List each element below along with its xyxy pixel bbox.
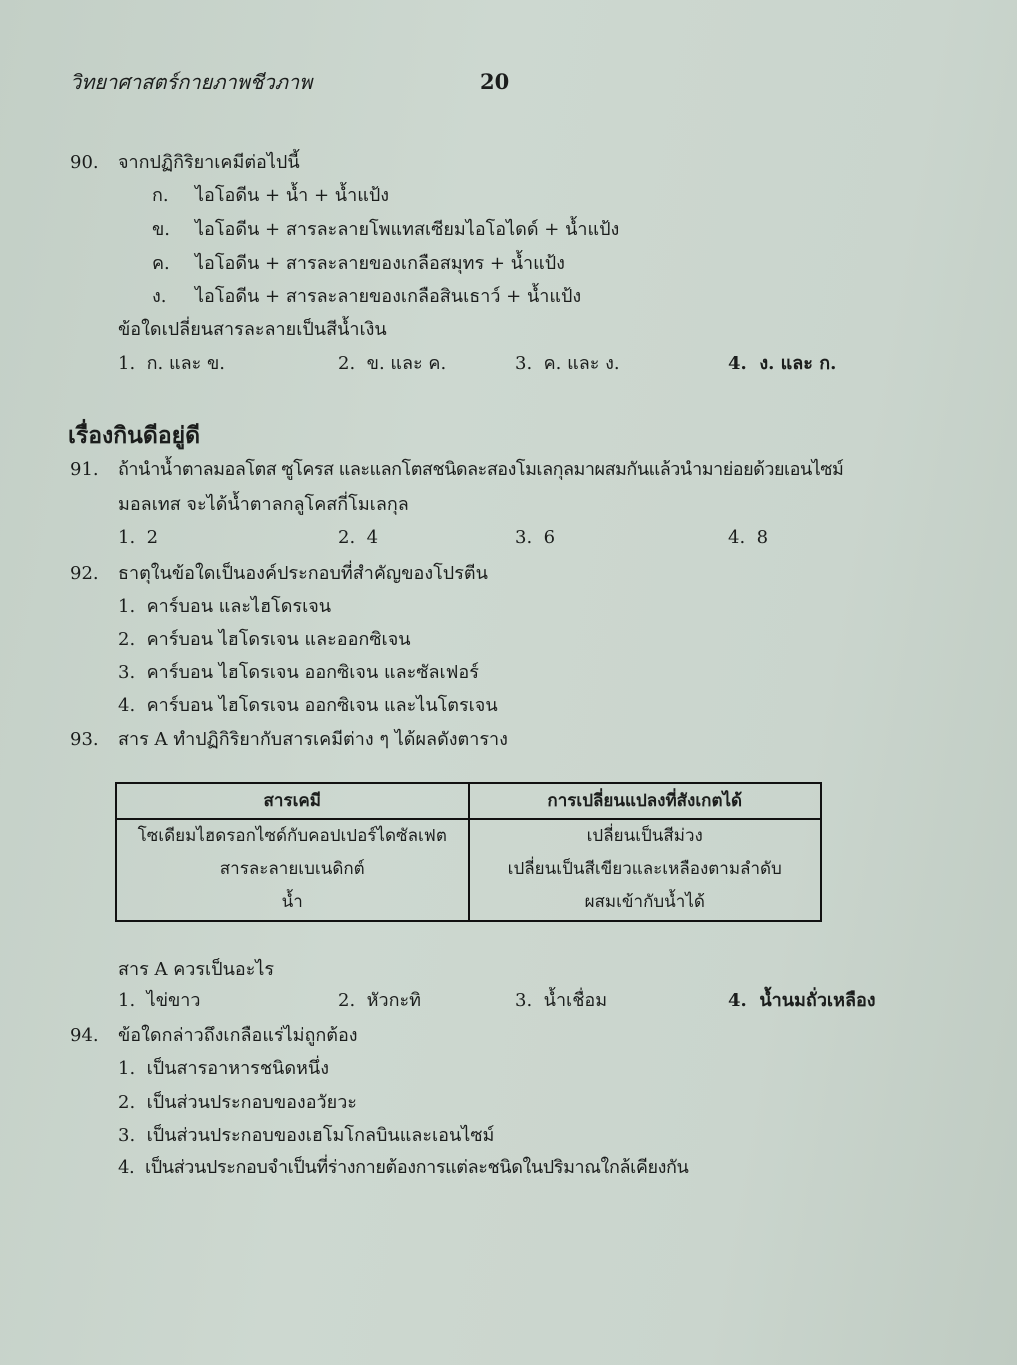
choice-number: 1. bbox=[118, 990, 136, 1011]
choice-text: คาร์บอน และไฮโดรเจน bbox=[146, 596, 332, 617]
choice-number: 3. bbox=[515, 990, 533, 1011]
item-label: ข. bbox=[152, 219, 171, 240]
table-cell: ผสมเข้ากับน้ำได้ bbox=[584, 892, 705, 912]
choice-text: 6 bbox=[543, 527, 556, 548]
choice-4 bbox=[118, 694, 498, 718]
question-number: 92. bbox=[70, 563, 99, 584]
choice-number: 1. bbox=[118, 353, 136, 374]
item-text: ไอโอดีน + น้ำ + น้ำแป้ง bbox=[195, 185, 390, 206]
choice-4 bbox=[728, 989, 876, 1013]
question-number: 90. bbox=[70, 152, 99, 173]
item-text: ไอโอดีน + สารละลายของเกลือสินเธาว์ + น้ำแป้ง bbox=[195, 286, 582, 307]
choice-number: 4. bbox=[118, 1157, 135, 1178]
choice-text: เป็นส่วนประกอบของเฮโมโกลบินและเอนไซม์ bbox=[146, 1125, 495, 1146]
column-header: สารเคมี bbox=[116, 783, 469, 819]
choice-number: 3. bbox=[515, 353, 533, 374]
choice-2 bbox=[338, 526, 378, 550]
table-cell: โซเดียมไฮดรอกไซด์กับคอปเปอร์ไดซัลเฟต bbox=[137, 826, 447, 846]
choice-text: คาร์บอน ไฮโดรเจน ออกซิเจน และซัลเฟอร์ bbox=[146, 662, 479, 683]
choice-number: 3. bbox=[118, 662, 136, 683]
choice-number: 4. bbox=[118, 695, 136, 716]
choice-3 bbox=[515, 526, 555, 550]
choice-number: 1. bbox=[118, 596, 136, 617]
table-cell: น้ำ bbox=[281, 892, 303, 912]
choice-text: ค. และ ง. bbox=[543, 353, 620, 374]
choice-text: น้ำเชื่อม bbox=[543, 990, 608, 1011]
chemical-cell bbox=[116, 819, 469, 921]
choice-text: ข. และ ค. bbox=[366, 353, 447, 374]
choice-number: 4. bbox=[728, 527, 746, 548]
choice-number: 2. bbox=[118, 1092, 136, 1113]
choice-number: 1. bbox=[118, 527, 136, 548]
choice-text: คาร์บอน ไฮโดรเจน และออกซิเจน bbox=[146, 629, 411, 650]
results-table bbox=[115, 782, 822, 922]
choice-4 bbox=[728, 352, 836, 376]
question-number: 91. bbox=[70, 459, 99, 480]
table-cell: สารละลายเบเนดิกต์ bbox=[219, 859, 365, 879]
choice-1 bbox=[118, 526, 158, 550]
question-text: ธาตุในข้อใดเป็นองค์ประกอบที่สำคัญของโปรตีน bbox=[118, 563, 488, 584]
choice-number: 4. bbox=[728, 990, 747, 1011]
question-prompt: สาร A ควรเป็นอะไร bbox=[118, 959, 275, 980]
choice-text: เป็นส่วนประกอบของอวัยวะ bbox=[146, 1092, 357, 1113]
column-header: การเปลี่ยนแปลงที่สังเกตได้ bbox=[469, 783, 822, 819]
choice-text: น้ำนมถั่วเหลือง bbox=[759, 990, 876, 1011]
choice-number: 2. bbox=[338, 527, 356, 548]
choice-2 bbox=[338, 352, 446, 376]
running-header-title: วิทยาศาสตร์กายภาพชีวภาพ bbox=[70, 70, 313, 94]
choice-text: เป็นสารอาหารชนิดหนึ่ง bbox=[146, 1058, 330, 1079]
item-label: ก. bbox=[152, 185, 169, 206]
choice-number: 3. bbox=[118, 1125, 136, 1146]
choice-text: 2 bbox=[146, 527, 159, 548]
choice-2 bbox=[338, 989, 421, 1013]
question-text: สาร A ทำปฏิกิริยากับสารเคมีต่าง ๆ ได้ผลดังตาราง bbox=[118, 729, 508, 750]
choice-1 bbox=[118, 989, 201, 1013]
choice-text: หัวกะทิ bbox=[366, 990, 422, 1011]
choice-number: 1. bbox=[118, 1058, 136, 1079]
choice-text: 4 bbox=[366, 527, 379, 548]
choice-1 bbox=[118, 352, 225, 376]
table-cell: เปลี่ยนเป็นสีเขียวและเหลืองตามลำดับ bbox=[507, 859, 782, 879]
choice-1 bbox=[118, 595, 331, 619]
question-number: 93. bbox=[70, 729, 99, 750]
choice-3 bbox=[118, 1124, 494, 1148]
choice-text: 8 bbox=[756, 527, 769, 548]
question-text: จากปฏิกิริยาเคมีต่อไปนี้ bbox=[118, 152, 300, 173]
item-label: ง. bbox=[152, 286, 167, 307]
question-text: ข้อใดกล่าวถึงเกลือแร่ไม่ถูกต้อง bbox=[118, 1025, 358, 1046]
item-label: ค. bbox=[152, 253, 170, 274]
choice-2 bbox=[118, 628, 411, 652]
choice-number: 3. bbox=[515, 527, 533, 548]
table-cell: เปลี่ยนเป็นสีม่วง bbox=[586, 826, 703, 846]
table-header-row bbox=[116, 783, 821, 819]
choice-text: ก. และ ข. bbox=[146, 353, 226, 374]
choice-3 bbox=[515, 989, 607, 1013]
question-text: ถ้านำน้ำตาลมอลโตส ซูโครส และแลกโตสชนิดละสองโมเลกุลมาผสมกันแล้วนำมาย่อยด้วยเอนไซม์ bbox=[118, 459, 844, 480]
item-text: ไอโอดีน + สารละลายของเกลือสมุทร + น้ำแป้ง bbox=[195, 253, 565, 274]
choice-text: คาร์บอน ไฮโดรเจน ออกซิเจน และไนโตรเจน bbox=[146, 695, 498, 716]
choice-number: 2. bbox=[118, 629, 136, 650]
choice-text: ง. และ ก. bbox=[759, 353, 837, 374]
choice-4 bbox=[118, 1156, 688, 1180]
choice-number: 2. bbox=[338, 353, 356, 374]
choice-4 bbox=[728, 526, 768, 550]
choice-2 bbox=[118, 1091, 357, 1115]
choice-text: เป็นส่วนประกอบจำเป็นที่ร่างกายต้องการแต่ละชนิดในปริมาณใกล้เคียงกัน bbox=[145, 1157, 689, 1178]
observation-cell bbox=[469, 819, 822, 921]
choice-number: 4. bbox=[728, 353, 747, 374]
question-prompt: ข้อใดเปลี่ยนสารละลายเป็นสีน้ำเงิน bbox=[118, 319, 387, 340]
section-heading: เรื่องกินดีอยู่ดี bbox=[68, 422, 201, 449]
choice-number: 2. bbox=[338, 990, 356, 1011]
choice-1 bbox=[118, 1057, 329, 1081]
item-text: ไอโอดีน + สารละลายโพแทสเซียมไอโอไดด์ + น้ำแป้ง bbox=[195, 219, 620, 240]
choice-3 bbox=[118, 661, 479, 685]
question-number: 94. bbox=[70, 1025, 99, 1046]
table-row bbox=[116, 819, 821, 921]
question-text-continued: มอลเทส จะได้น้ำตาลกลูโคสกี่โมเลกุล bbox=[118, 494, 409, 515]
page-number: 20 bbox=[480, 69, 510, 94]
choice-3 bbox=[515, 352, 620, 376]
choice-text: ไข่ขาว bbox=[146, 990, 201, 1011]
